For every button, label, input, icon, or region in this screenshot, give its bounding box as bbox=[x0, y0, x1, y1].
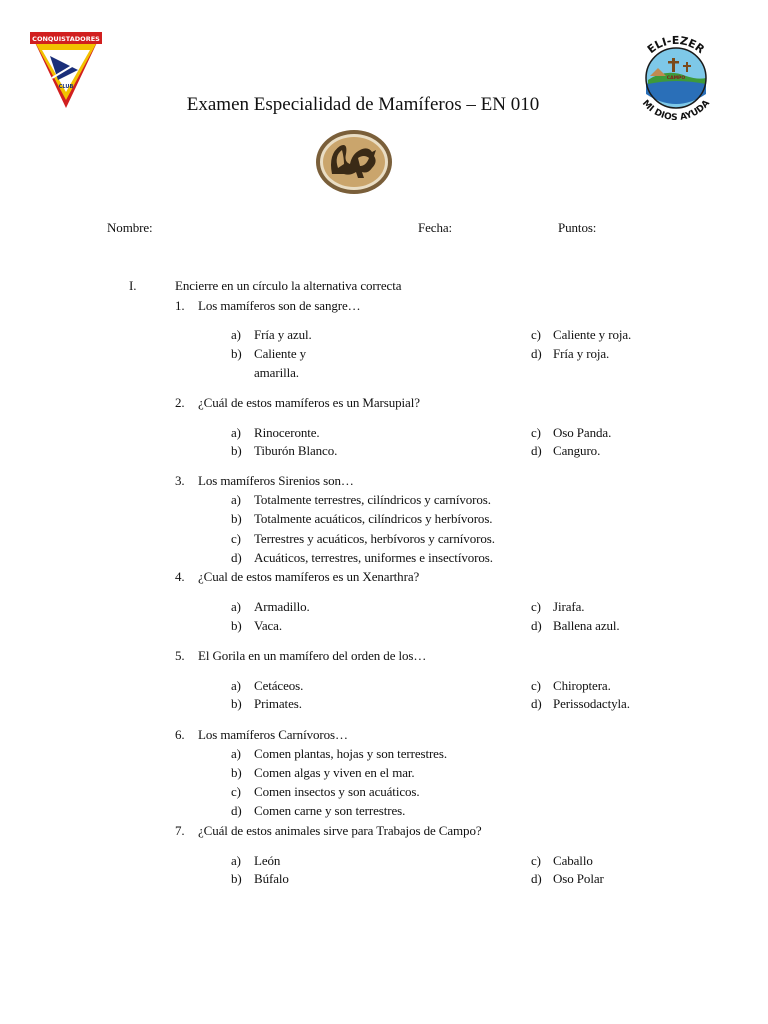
option-letter: a) bbox=[231, 678, 241, 693]
svg-text:CLUB: CLUB bbox=[58, 84, 74, 90]
option-b[interactable]: Tiburón Blanco. bbox=[254, 443, 338, 458]
section-instruction: Encierre en un círculo la alternativa correcta bbox=[175, 278, 402, 293]
option-letter: c) bbox=[531, 327, 541, 342]
option-letter: b) bbox=[231, 443, 242, 458]
option-b[interactable]: Caliente y amarilla. bbox=[254, 346, 307, 380]
option-d[interactable]: Ballena azul. bbox=[553, 618, 620, 633]
option-letter: c) bbox=[231, 531, 241, 546]
option-letter: c) bbox=[531, 678, 541, 693]
option-letter: d) bbox=[231, 550, 242, 565]
option-b[interactable]: Comen algas y viven en el mar. bbox=[254, 765, 415, 780]
question-number: 7. bbox=[175, 823, 185, 838]
option-d[interactable]: Fría y roja. bbox=[553, 346, 610, 361]
option-letter: d) bbox=[531, 696, 542, 711]
question-text: El Gorila en un mamífero del orden de los… bbox=[198, 648, 427, 663]
option-b[interactable]: Búfalo bbox=[254, 871, 289, 886]
svg-text:MI DIOS AYUDA: MI DIOS AYUDA bbox=[639, 98, 713, 120]
svg-text:ELI-EZER: ELI-EZER bbox=[644, 33, 707, 57]
question-number: 5. bbox=[175, 648, 185, 663]
option-c[interactable]: Chiroptera. bbox=[553, 678, 611, 693]
question-text: ¿Cual de estos mamíferos es un Xenarthra? bbox=[198, 569, 420, 584]
option-letter: a) bbox=[231, 425, 241, 440]
option-letter: b) bbox=[231, 696, 242, 711]
points-label: Puntos: bbox=[558, 220, 597, 235]
option-letter: d) bbox=[231, 803, 242, 818]
option-d[interactable]: Comen carne y son terrestres. bbox=[254, 803, 406, 818]
option-a[interactable]: Totalmente terrestres, cilíndricos y carnívoros. bbox=[254, 492, 491, 507]
svg-text:CONQUISTADORES: CONQUISTADORES bbox=[32, 35, 100, 43]
option-letter: b) bbox=[231, 346, 242, 361]
option-a[interactable]: Fría y azul. bbox=[254, 327, 312, 342]
option-d[interactable]: Canguro. bbox=[553, 443, 601, 458]
option-letter: c) bbox=[531, 599, 541, 614]
option-letter: a) bbox=[231, 746, 241, 761]
option-d[interactable]: Acuáticos, terrestres, uniformes e insectívoros. bbox=[254, 550, 493, 565]
option-a[interactable]: Comen plantas, hojas y son terrestres. bbox=[254, 746, 447, 761]
option-c[interactable]: Oso Panda. bbox=[553, 425, 612, 440]
question-number: 1. bbox=[175, 298, 185, 313]
option-letter: d) bbox=[531, 871, 542, 886]
option-letter: d) bbox=[531, 346, 542, 361]
question-number: 6. bbox=[175, 727, 185, 742]
option-b[interactable]: Vaca. bbox=[254, 618, 283, 633]
option-d[interactable]: Oso Polar bbox=[553, 871, 604, 886]
section-numeral: I. bbox=[129, 278, 137, 293]
option-a[interactable]: Armadillo. bbox=[254, 599, 310, 614]
option-letter: a) bbox=[231, 492, 241, 507]
option-d[interactable]: Perissodactyla. bbox=[553, 696, 630, 711]
option-letter: a) bbox=[231, 599, 241, 614]
option-letter: c) bbox=[531, 853, 541, 868]
option-b[interactable]: Totalmente acuáticos, cilíndricos y herbívoros. bbox=[254, 511, 493, 526]
option-a[interactable]: Rinoceronte. bbox=[254, 425, 320, 440]
question-text: ¿Cuál de estos mamíferos es un Marsupial? bbox=[198, 395, 420, 410]
option-letter: b) bbox=[231, 765, 242, 780]
question-text: ¿Cuál de estos animales sirve para Trabajos de Campo? bbox=[198, 823, 482, 838]
page-title: Examen Especialidad de Mamíferos – EN 010 bbox=[186, 94, 540, 115]
option-c[interactable]: Jirafa. bbox=[553, 599, 585, 614]
mammal-badge-icon bbox=[314, 128, 394, 196]
question-text: Los mamíferos Carnívoros… bbox=[198, 727, 348, 742]
question-number: 3. bbox=[175, 473, 185, 488]
option-letter: d) bbox=[531, 443, 542, 458]
option-a[interactable]: Cetáceos. bbox=[254, 678, 304, 693]
option-letter: b) bbox=[231, 511, 242, 526]
question-number: 2. bbox=[175, 395, 185, 410]
option-b[interactable]: Primates. bbox=[254, 696, 302, 711]
option-letter: b) bbox=[231, 871, 242, 886]
svg-text:CAMPO: CAMPO bbox=[666, 76, 686, 81]
name-label: Nombre: bbox=[107, 220, 153, 235]
option-c[interactable]: Comen insectos y son acuáticos. bbox=[254, 784, 420, 799]
option-letter: d) bbox=[531, 618, 542, 633]
option-c[interactable]: Caballo bbox=[553, 853, 593, 868]
date-label: Fecha: bbox=[418, 220, 453, 235]
option-letter: a) bbox=[231, 853, 241, 868]
option-letter: c) bbox=[531, 425, 541, 440]
question-text: Los mamíferos son de sangre… bbox=[198, 298, 361, 313]
option-letter: c) bbox=[231, 784, 241, 799]
question-number: 4. bbox=[175, 569, 185, 584]
option-a[interactable]: León bbox=[254, 853, 281, 868]
option-c[interactable]: Caliente y roja. bbox=[553, 327, 632, 342]
question-text: Los mamíferos Sirenios son… bbox=[198, 473, 354, 488]
option-letter: b) bbox=[231, 618, 242, 633]
option-c[interactable]: Terrestres y acuáticos, herbívoros y carnívoros. bbox=[254, 531, 495, 546]
option-letter: a) bbox=[231, 327, 241, 342]
